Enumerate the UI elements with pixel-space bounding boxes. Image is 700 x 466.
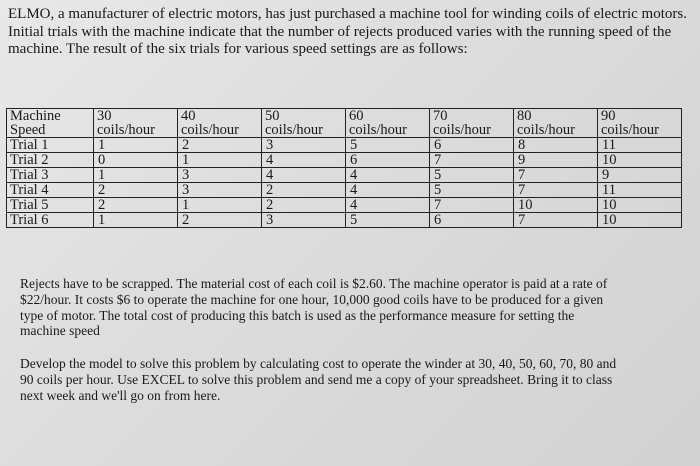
reject-count-cell: 9 <box>514 153 598 168</box>
reject-count-cell: 3 <box>178 183 262 198</box>
reject-count-cell: 8 <box>514 138 598 153</box>
reject-count-cell: 6 <box>346 153 430 168</box>
trial-label: Trial 6 <box>7 213 94 228</box>
header-label-line2: Speed <box>10 122 46 138</box>
reject-count-cell: 10 <box>598 213 682 228</box>
speed-value: 30 <box>97 108 112 124</box>
reject-count-cell: 2 <box>94 198 178 213</box>
speed-value: 60 <box>349 108 364 124</box>
reject-count-cell: 6 <box>430 138 514 153</box>
trial-label: Trial 2 <box>7 153 94 168</box>
header-label-cell <box>7 109 94 138</box>
reject-count-cell: 2 <box>178 213 262 228</box>
speed-header-90 <box>598 109 682 138</box>
speed-unit: coils/hour <box>433 122 491 138</box>
table-header-row <box>7 109 682 138</box>
reject-count-cell: 1 <box>178 153 262 168</box>
reject-count-cell: 5 <box>430 168 514 183</box>
reject-count-cell: 7 <box>430 153 514 168</box>
rejects-table <box>6 108 682 228</box>
reject-count-cell: 11 <box>598 138 682 153</box>
reject-count-cell: 5 <box>346 138 430 153</box>
reject-count-cell: 0 <box>94 153 178 168</box>
table-row <box>7 213 682 228</box>
reject-count-cell: 7 <box>430 198 514 213</box>
reject-count-cell: 11 <box>598 183 682 198</box>
reject-count-cell: 1 <box>178 198 262 213</box>
speed-value: 40 <box>181 108 196 124</box>
reject-count-cell: 4 <box>262 153 346 168</box>
table-row <box>7 198 682 213</box>
speed-unit: coils/hour <box>601 122 659 138</box>
speed-value: 50 <box>265 108 280 124</box>
reject-count-cell: 7 <box>514 213 598 228</box>
reject-count-cell: 10 <box>598 198 682 213</box>
speed-header-70 <box>430 109 514 138</box>
trial-label: Trial 5 <box>7 198 94 213</box>
reject-count-cell: 10 <box>514 198 598 213</box>
reject-count-cell: 10 <box>598 153 682 168</box>
table-row <box>7 153 682 168</box>
reject-count-cell: 5 <box>346 213 430 228</box>
task-paragraph: Develop the model to solve this problem by calculating cost to operate the winder at 30, 40, 50, 60, 70, 80 and 90 coils per hour. Use EXCEL to solve this problem and send me a copy of your spreadsheet. Bring it to class next week and we'll go on from here. <box>20 356 617 403</box>
reject-count-cell: 4 <box>346 198 430 213</box>
speed-unit: coils/hour <box>265 122 323 138</box>
speed-header-50 <box>262 109 346 138</box>
speed-header-30 <box>94 109 178 138</box>
speed-header-60 <box>346 109 430 138</box>
trial-label: Trial 3 <box>7 168 94 183</box>
reject-count-cell: 7 <box>514 183 598 198</box>
speed-value: 70 <box>433 108 448 124</box>
reject-count-cell: 1 <box>94 138 178 153</box>
reject-count-cell: 4 <box>346 168 430 183</box>
speed-value: 80 <box>517 108 532 124</box>
intro-paragraph: ELMO, a manufacturer of electric motors, has just purchased a machine tool for winding coils of electric motors. Initial trials with the machine indicate that the number of rejects produced varies with the running speed of the machine. The result of the six trials for various speed settings are as follows: <box>8 6 687 57</box>
speed-value: 90 <box>601 108 616 124</box>
reject-count-cell: 2 <box>262 198 346 213</box>
speed-unit: coils/hour <box>97 122 155 138</box>
reject-count-cell: 3 <box>178 168 262 183</box>
reject-count-cell: 3 <box>262 138 346 153</box>
speed-unit: coils/hour <box>517 122 575 138</box>
reject-count-cell: 3 <box>262 213 346 228</box>
header-label-line1: Machine <box>10 108 61 124</box>
reject-count-cell: 1 <box>94 213 178 228</box>
reject-count-cell: 1 <box>94 168 178 183</box>
reject-count-cell: 6 <box>430 213 514 228</box>
reject-count-cell: 2 <box>178 138 262 153</box>
reject-count-cell: 5 <box>430 183 514 198</box>
speed-header-80 <box>514 109 598 138</box>
reject-count-cell: 2 <box>262 183 346 198</box>
reject-count-cell: 2 <box>94 183 178 198</box>
speed-unit: coils/hour <box>349 122 407 138</box>
speed-unit: coils/hour <box>181 122 239 138</box>
trial-label: Trial 4 <box>7 183 94 198</box>
table-row <box>7 168 682 183</box>
rejects-cost-paragraph: Rejects have to be scrapped. The material cost of each coil is $2.60. The machine operator is paid at a rate of $22/hour. It costs $6 to operate the machine for one hour, 10,000 good coils have to be produced for a given type of motor. The total cost of producing this batch is used as the performance measure for setting the machine speed <box>20 276 608 339</box>
reject-count-cell: 4 <box>262 168 346 183</box>
table-row <box>7 138 682 153</box>
reject-count-cell: 9 <box>598 168 682 183</box>
trial-label: Trial 1 <box>7 138 94 153</box>
reject-count-cell: 4 <box>346 183 430 198</box>
reject-count-cell: 7 <box>514 168 598 183</box>
speed-header-40 <box>178 109 262 138</box>
table-row <box>7 183 682 198</box>
